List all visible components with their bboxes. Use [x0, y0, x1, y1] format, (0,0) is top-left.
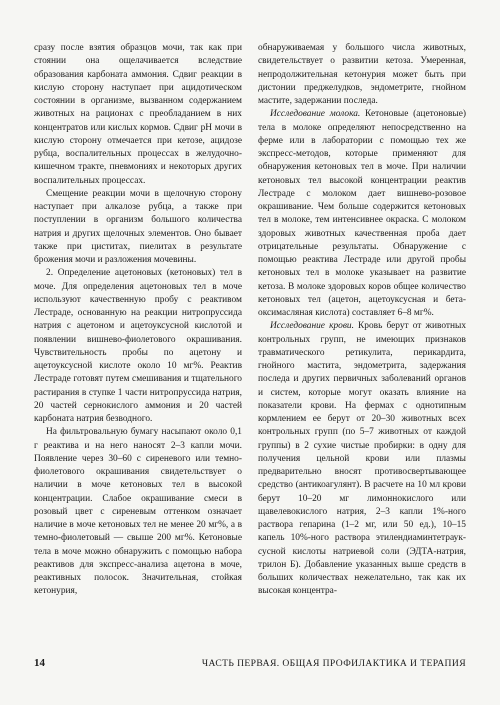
paragraph-milk-study — [258, 108, 466, 320]
right-text-column — [258, 42, 466, 599]
page-footer — [34, 657, 466, 669]
paragraph-urine-ph-acid: сразу после взятия образцов мочи, так как при стоянии она ощелачивается вследствие образования карбоната аммония. Сдвиг реакции в кислую сторону наступает при ацидотическом состоянии в организме, вызванном содержанием животных на рационах с преобладанием в них концентратов или кислых кормов. Сдвиг рН мочи в кислую сторону отмечается при кетозе, ацидозе рубца, воспалительных процессах в желудочно-кишечном тракте, пневмониях и некоторых других воспалительных процессах. — [34, 43, 242, 186]
page-number: 14 — [34, 657, 45, 669]
running-title: ЧАСТЬ ПЕРВАЯ. ОБЩАЯ ПРОФИЛАКТИКА И ТЕРАПИЯ — [201, 658, 466, 669]
section-heading-blood: Исследование крови. — [270, 321, 354, 332]
paragraph-ketonuria — [258, 42, 466, 108]
paragraph-ketone-test-urine: 2. Определение ацетоновых (кетоновых) тел в моче. Для определения ацетоновых тел в моче используют качественную пробу с реактивом Лестраде, основанную на реакции нитропруссида натрия с ацетоном и ацетоуксусной кислотой и появлении вишнево-фиолетового окрашивания. Чувствительность пробы по ацетону и ацетоуксусной кислоте около 10 мг%. Реактив Лестраде готовят путем смешивания и тщательного растирания в ступке 1 части нитропруссида натрия, 20 частей сернокислого аммония и 20 частей карбоната натрия безводного. — [34, 268, 242, 424]
left-text-column — [34, 42, 242, 599]
paragraph-filter-paper-test: На фильтровальную бумагу насыпают около 0,1 г реактива и на него наносят 2–3 капли мочи. Появление через 30–60 с сиреневого или темно-фиолетового окрашивания свидетельствует о наличии в моче кетоновых тел в высокой концентрации. Слабое окрашивание смеси в розовый цвет с сиреневым оттенком означает наличие в моче кетоновых тел не менее 20 мг%, а в темно-фиолетовый — свыше 200 мг%. Кетоновые тела в моче можно обнаружить с помощью набора реактивов для экспресс-анализа ацетона в моче, реактивных полосок. Значительная, стойкая кетонурия, — [34, 427, 242, 597]
paragraph-text: обнаруживаемая у большого числа животных, свидетельствует о развитии кетоза. Умеренная, непродолжительная кетонурия может быть при дистонии преджелудков, эндометрите, гнойном мастите, задержании последа. — [258, 43, 466, 106]
paragraph-text: Кетоновые (ацетоновые) тела в молоке определяют непосредственно на ферме или в лаборатории с помощью тех же экспресс-методов, которые применяют для обнаружения кетоновых тел в моче. При наличии кетоновых тел высокой концентрации реактив Лестраде с молоком дает вишнево-розовое окрашивание. Чем больше содержится кетоновых тел в молоке, тем интенсивнее окраска. С молоком здоровых животных качественная проба дает отрицательные результаты. Обнаружение с помощью реактива Лестраде или другой пробы кетоновых тел в молоке указывает на развитие кетоза. В молоке здоровых коров общее количество кетоновых тел (ацетон, ацетоуксусная и бета-оксимасляная кислота) составляет 6–8 мг%. — [258, 109, 466, 318]
paragraph-text: Кровь берут от животных контрольных групп, не имеющих признаков травматического ретикулита, перикардита, гнойного мастита, эндометрита, задержания последа и других первичных заболеваний органов и систем, которые могут оказать влияние на показатели крови. На фермах с однотипным кормлением ее берут от 20–30 животных всех контрольных групп (по 5–7 животных от каждой группы) в 2 сухие чистые пробирки: в одну для получения цельной крови или плазмы предварительно вносят противосвертывающее средство (антикоагулянт). В расчете на 10 мл крови берут 10–20 мг лимоннокислого или щавелевокислого натрия, 2–3 капли 1%-ного раствора гепарина (1–2 мг, или 50 ед.), 10–15 капель 10%-ного раствора этилендиаминтетрауксусной кислоты натриевой соли (ЭДТА-натрия, трилон Б). Добавление указанных выше средств в больших количествах нежелательно, так как их высокая концентра- — [258, 321, 467, 597]
paragraph-blood-study — [258, 320, 466, 598]
paragraph-urine-ph-alkaline: Смещение реакции мочи в щелочную сторону наступает при алкалозе рубца, а также при поступлении в организм большого количества натрия и других щелочных элементов. Оно бывает также при циститах, пиелитах в результате брожения мочи и разложения мочевины. — [34, 188, 242, 265]
section-heading-milk: Исследование молока. — [270, 109, 361, 120]
